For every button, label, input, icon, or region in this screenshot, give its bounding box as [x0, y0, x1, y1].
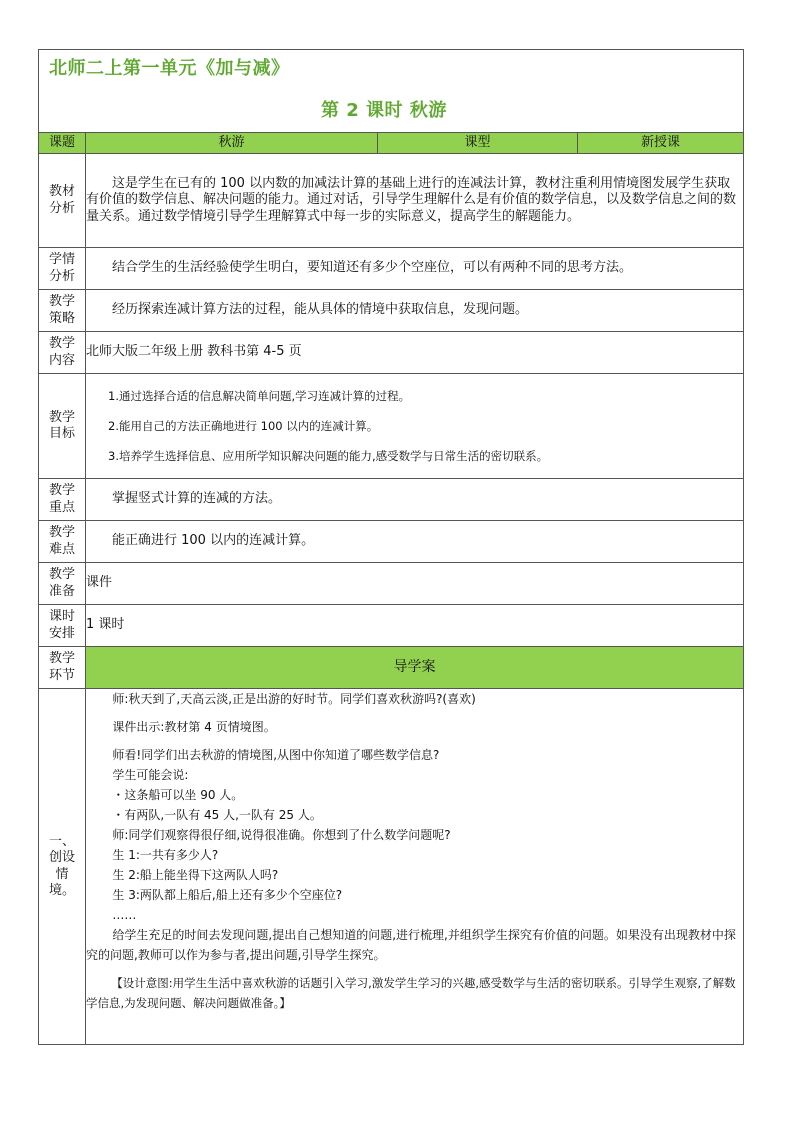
scene-line: 生 1:一共有多少人?	[112, 848, 219, 862]
schedule-row	[39, 605, 744, 647]
scene-line: 生 2:船上能坐得下这两队人吗?	[112, 868, 279, 882]
teaching-content-text: 北师大版二年级上册 教科书第 4-5 页	[86, 332, 744, 374]
unit-title: 北师二上第一单元《加与减》	[49, 58, 290, 79]
material-analysis-label: 教材 分析	[39, 154, 86, 248]
scene-line: 学生可能会说:	[112, 768, 189, 782]
key-point-row	[39, 479, 744, 521]
scene-line: ・有两队,一队有 45 人,一队有 25 人。	[112, 808, 322, 822]
title-cell	[39, 50, 744, 133]
goal-item: 2.能用自己的方法正确地进行 100 以内的连减计算。	[108, 419, 379, 433]
teaching-strategy-row	[39, 290, 744, 332]
lesson-title: 第 2 课时 秋游	[321, 100, 447, 121]
scene-line: 给学生充足的时间去发现问题,提出自己想知道的问题,进行梳理,并组织学生探究有价值的问题。如果没有出现教材中探究的问题,教师可以作为参与者,提出问题,引导学生探究。	[86, 928, 736, 962]
scene-line: 师:秋天到了,天高云淡,正是出游的好时节。同学们喜欢秋游吗?(喜欢)	[112, 692, 476, 706]
teaching-goals-label: 教学 目标	[39, 374, 86, 479]
scene-line: 课件出示:教材第 4 页情境图。	[112, 720, 276, 734]
scene-row	[39, 689, 744, 1045]
topic-label: 课题	[39, 133, 86, 154]
goal-item: 1.通过选择合适的信息解决简单问题,学习连减计算的过程。	[108, 389, 411, 403]
schedule-text: 1 课时	[86, 605, 744, 647]
design-intent-note: 【设计意图:用学生生活中喜欢秋游的话题引入学习,激发学生学习的兴趣,感受数学与生活的密切联系。引导学生观察,了解数学信息,为发现问题、解决问题做准备。】	[86, 976, 736, 1010]
difficulty-label: 教学 难点	[39, 521, 86, 563]
teaching-strategy-text: 经历探索连减计算方法的过程，能从具体的情境中获取信息，发现问题。	[86, 290, 744, 332]
lesson-type-label: 课型	[378, 133, 578, 154]
goal-item: 3.培养学生选择信息、应用所学知识解决问题的能力,感受数学与日常生活的密切联系。	[108, 449, 549, 463]
lesson-plan-table	[38, 49, 744, 1045]
material-analysis-row	[39, 154, 744, 248]
title-row	[39, 50, 744, 133]
key-point-text: 掌握竖式计算的连减的方法。	[86, 479, 744, 521]
material-analysis-text: 这是学生在已有的 100 以内数的加减法计算的基础上进行的连减法计算，教材注重利用情境图发展学生获取有价值的数学信息、解决问题的能力。通过对话，引导学生理解什么是有价值的数学信息，以及数学信息之间的数量关系。通过数学情境引导学生理解算式中每一步的实际意义，提高学生的解题能力。	[86, 154, 744, 248]
teaching-goals-row	[39, 374, 744, 479]
teaching-content-row	[39, 332, 744, 374]
teaching-goals-list	[86, 374, 744, 479]
difficulty-row	[39, 521, 744, 563]
schedule-label: 课时 安排	[39, 605, 86, 647]
difficulty-text: 能正确进行 100 以内的连减计算。	[86, 521, 744, 563]
topic-value: 秋游	[86, 133, 378, 154]
scene-content	[86, 689, 744, 1045]
teaching-content-label: 教学 内容	[39, 332, 86, 374]
lesson-plan-sheet	[38, 49, 743, 1045]
scene-line: 师看!同学们出去秋游的情境图,从图中你知道了哪些数学信息?	[112, 748, 440, 762]
scene-line: ……	[112, 908, 137, 922]
teaching-strategy-label: 教学 策略	[39, 290, 86, 332]
guide-plan-header: 导学案	[86, 647, 744, 689]
scene-label: 一、 创设 情 境。	[39, 689, 86, 1045]
process-label: 教学 环节	[39, 647, 86, 689]
topic-row	[39, 133, 744, 154]
scene-line: ・这条船可以坐 90 人。	[112, 788, 244, 802]
scene-line: 生 3:两队都上船后,船上还有多少个空座位?	[112, 888, 343, 902]
student-analysis-row	[39, 248, 744, 290]
key-point-label: 教学 重点	[39, 479, 86, 521]
preparation-text: 课件	[86, 563, 744, 605]
scene-line: 师:同学们观察得很仔细,说得很准确。你想到了什么数学问题呢?	[112, 828, 451, 842]
preparation-label: 教学 准备	[39, 563, 86, 605]
student-analysis-text: 结合学生的生活经验使学生明白，要知道还有多少个空座位，可以有两种不同的思考方法。	[86, 248, 744, 290]
preparation-row	[39, 563, 744, 605]
lesson-type-value: 新授课	[578, 133, 744, 154]
student-analysis-label: 学情 分析	[39, 248, 86, 290]
process-row	[39, 647, 744, 689]
